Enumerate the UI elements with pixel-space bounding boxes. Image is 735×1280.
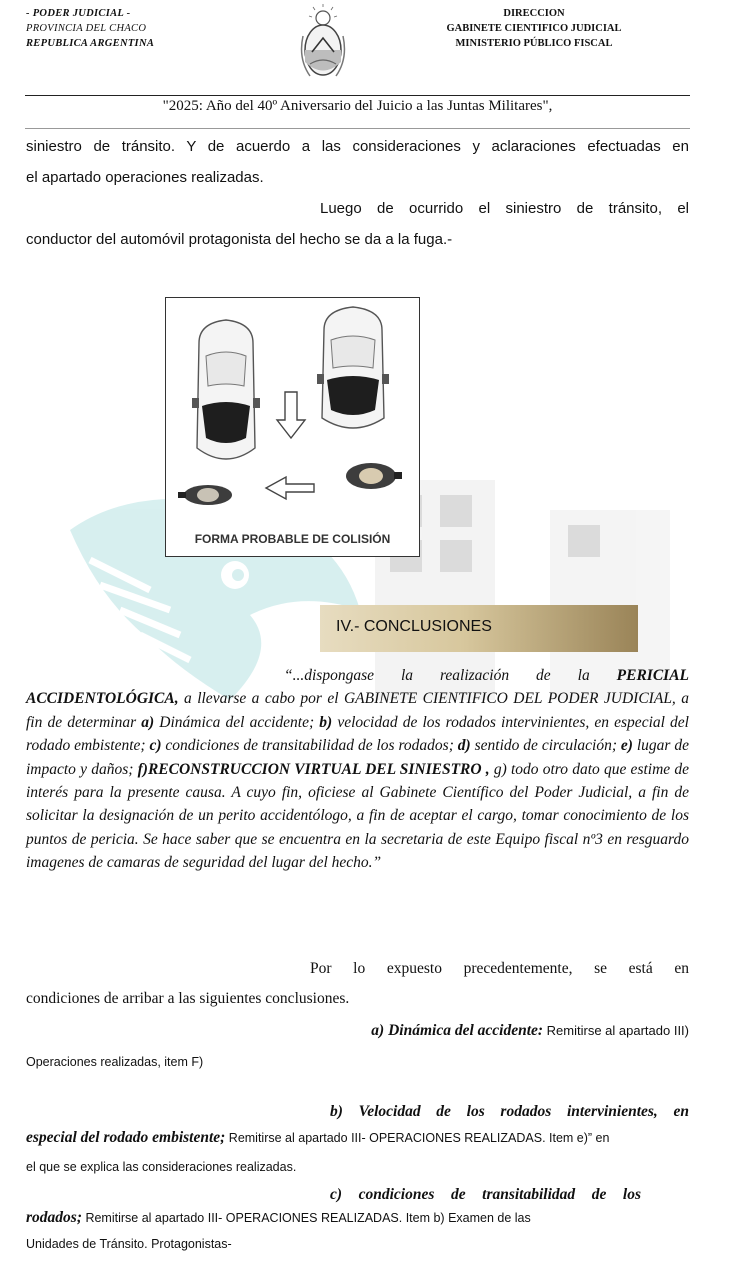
- quote-b2: a): [141, 713, 155, 731]
- conclusion-a-label: a) Dinámica del accidente:: [371, 1022, 544, 1039]
- quote-b4: c): [149, 737, 162, 755]
- quote-t4: velocidad de los rodados intervinientes, en especial del rodado embistente;: [26, 713, 689, 755]
- conclusions-intro-line2: condiciones de arribar a las siguientes conclusiones.: [26, 990, 350, 1007]
- motorcycle-icon: [178, 485, 232, 505]
- paragraph-1: [26, 131, 689, 193]
- header-right: [420, 6, 648, 51]
- conclusion-b-label1: b) Velocidad de los rodados intervinientes, en: [330, 1103, 689, 1120]
- conclusion-a-text2: Operaciones realizadas, item F): [26, 1055, 204, 1069]
- header-divider: [25, 95, 690, 96]
- year-motto: "2025: Año del 40º Aniversario del Juicio a las Juntas Militares",: [162, 98, 553, 114]
- coat-of-arms-icon: [298, 4, 348, 84]
- quoted-order: [26, 664, 689, 875]
- quote-b1: PERICIAL ACCIDENTOLÓGICA,: [26, 667, 689, 708]
- quote-t2: a llevarse a cabo por el GABINETE CIENTIFICO DEL PODER JUDICIAL, a fin de determinar: [26, 690, 689, 731]
- conclusion-a: [26, 1022, 689, 1040]
- quote-t6: sentido de circulación;: [470, 737, 621, 755]
- paragraph-2: [26, 193, 689, 255]
- quote-t1: “...dispongase la realización de la: [284, 667, 617, 684]
- header-left-line3: REPUBLICA ARGENTINA: [26, 38, 155, 49]
- conclusion-c-label1: c) condiciones de transitabilidad de los: [330, 1186, 641, 1203]
- quote-t7: lugar de impacto y daños;: [26, 737, 689, 778]
- paragraph-1-line2: el apartado operaciones realizadas.: [26, 169, 264, 186]
- motorcycle-icon: [346, 463, 402, 489]
- conclusion-b-text1: Remitirse al apartado III- OPERACIONES REALIZADAS. Item e)” en: [225, 1131, 610, 1145]
- conclusion-b-label2: especial del rodado embistente;: [26, 1129, 226, 1146]
- figure-caption: FORMA PROBABLE DE COLISIÓN: [194, 532, 391, 546]
- conclusion-b-line2: [26, 1129, 689, 1147]
- quote-t3: Dinámica del accidente;: [154, 713, 320, 731]
- quote-b5: d): [457, 737, 471, 755]
- paragraph-1-line1: siniestro de tránsito. Y de acuerdo a las consideraciones y aclaraciones efectuadas en: [26, 138, 689, 155]
- header-right-line3: MINISTERIO PÚBLICO FISCAL: [455, 38, 613, 49]
- paragraph-2-line2: conductor del automóvil protagonista del hecho se da a la fuga.-: [26, 231, 453, 248]
- header-right-line1: DIRECCION: [503, 8, 565, 19]
- header-left: [26, 6, 154, 51]
- conclusion-c-text2: Unidades de Tránsito. Protagonistas-: [26, 1237, 232, 1251]
- motto-divider: [25, 128, 690, 129]
- conclusion-a-text1: Remitirse al apartado III): [543, 1023, 689, 1038]
- header-left-line1: - PODER JUDICIAL -: [26, 8, 131, 19]
- quote-b3: b): [319, 713, 333, 731]
- conclusions-intro-line1: Por lo expuesto precedentemente, se está en: [310, 960, 689, 977]
- quote-b7: f)RECONSTRUCCION VIRTUAL DEL SINIESTRO ,: [137, 760, 490, 778]
- header-left-line2: PROVINCIA DEL CHACO: [26, 23, 147, 34]
- quote-t5: condiciones de transitabilidad de los rodados;: [161, 737, 458, 755]
- quote-b6: e): [620, 737, 633, 755]
- section-title-box: [320, 605, 638, 652]
- conclusion-c-text1: Remitirse al apartado III- OPERACIONES REALIZADAS. Item b) Examen de las: [81, 1211, 531, 1225]
- conclusion-c-label2: rodados;: [26, 1209, 82, 1226]
- conclusion-b-text2: el que se explica las consideraciones realizadas.: [26, 1160, 297, 1174]
- collision-diagram: [166, 298, 419, 556]
- collision-figure: [165, 297, 420, 557]
- conclusion-c-line2: [26, 1209, 646, 1227]
- paragraph-2-line1: Luego de ocurrido el siniestro de tránsito, el: [320, 200, 689, 217]
- header-right-line2: GABINETE CIENTIFICO JUDICIAL: [446, 23, 622, 34]
- section-title: IV.- CONCLUSIONES: [336, 618, 492, 635]
- car-icon: [317, 307, 389, 428]
- quote-t8: g) todo otro dato que estime de interés para la presente causa. A cuyo fin, oficiese al Gabinete Científico del Poder Judicial, a fin de solicitar la designación de un perito accidentólogo, a fin de aceptar el cargo, tomar conocimiento de los puntos de pericia. Se hace saber que se encuentra en la secretaria de este Equipo fiscal nº3 en resguardo imagenes de camaras de seguridad del lugar del hecho.”: [26, 760, 689, 872]
- car-icon: [192, 320, 260, 459]
